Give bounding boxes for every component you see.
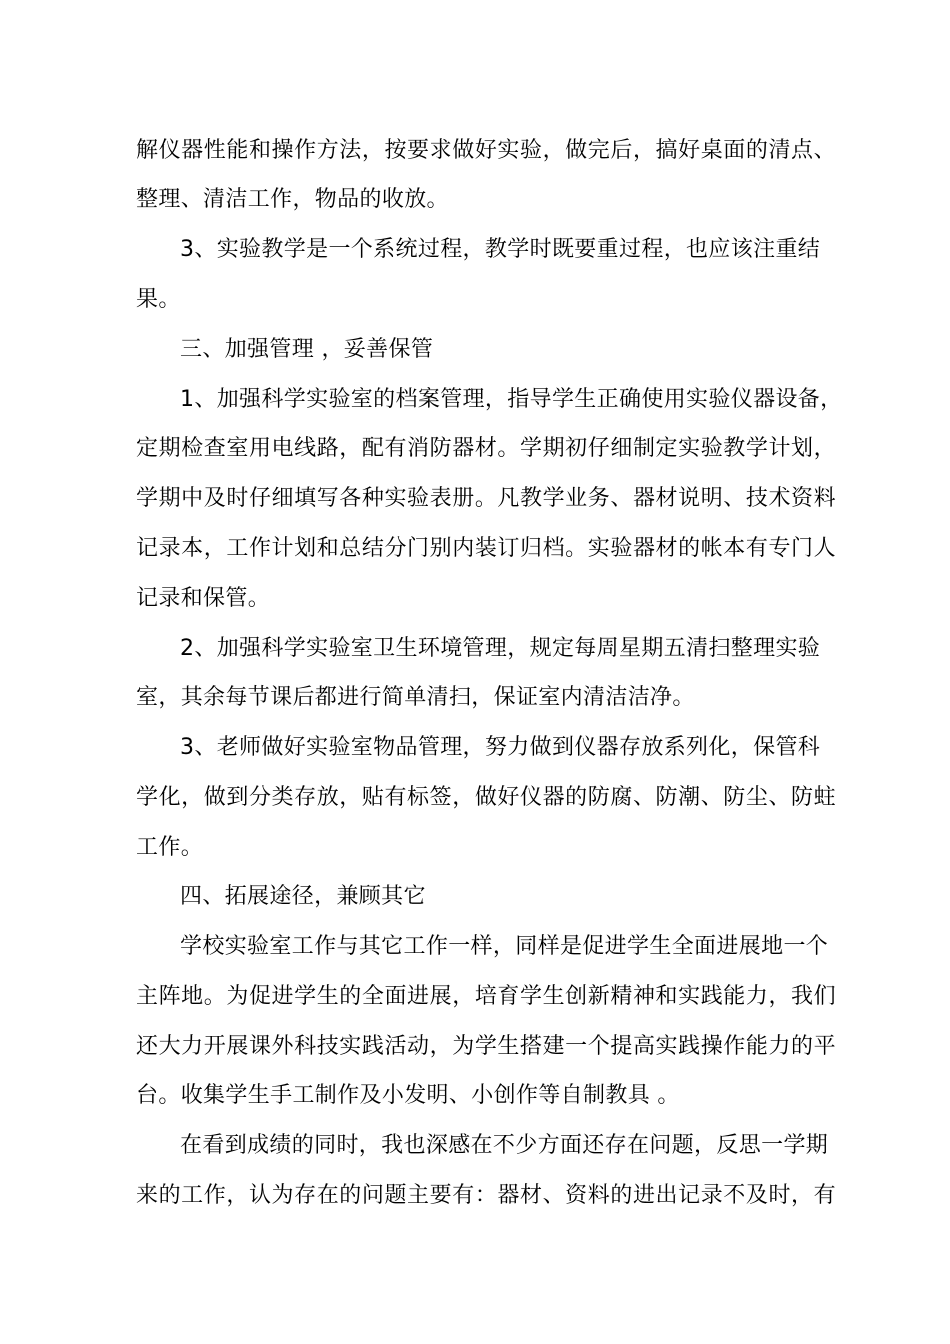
text-line: 工作。 <box>136 835 204 860</box>
text-line: 解仪器性能和操作方法，按要求做好实验，做完后，搞好桌面的清点、 <box>136 138 836 163</box>
text-line: 整理、清洁工作，物品的收放。 <box>136 187 449 212</box>
section-heading: 四、拓展途径，兼顾其它 <box>180 884 426 909</box>
text-line: 3、老师做好实验室物品管理，努力做到仪器存放系列化，保管科 <box>180 735 821 760</box>
text-line: 在看到成绩的同时，我也深感在不少方面还存在问题，反思一学期 <box>180 1133 829 1158</box>
text-line: 果。 <box>136 287 181 312</box>
text-line: 学化，做到分类存放，贴有标签，做好仪器的防腐、防潮、防尘、防蛀 <box>136 785 836 810</box>
text-line: 定期检查室用电线路，配有消防器材。学期初仔细制定实验教学计划， <box>136 436 836 461</box>
text-line: 台。收集学生手工制作及小发明、小创作等自制教具 。 <box>136 1083 680 1108</box>
text-line: 记录和保管。 <box>136 586 271 611</box>
text-line: 学校实验室工作与其它工作一样，同样是促进学生全面进展地一个 <box>180 934 829 959</box>
text-line: 学期中及时仔细填写各种实验表册。凡教学业务、器材说明、技术资料 <box>136 486 836 511</box>
text-line: 还大力开展课外科技实践活动，为学生搭建一个提高实践操作能力的平 <box>136 1034 836 1059</box>
text-line: 1、加强科学实验室的档案管理，指导学生正确使用实验仪器设备， <box>180 387 843 412</box>
text-line: 来的工作，认为存在的问题主要有：器材、资料的进出记录不及时，有 <box>136 1183 836 1208</box>
text-line: 3、实验教学是一个系统过程，教学时既要重过程，也应该注重结 <box>180 237 821 262</box>
section-heading: 三、加强管理 ，妥善保管 <box>180 337 434 362</box>
text-line: 2、加强科学实验室卫生环境管理，规定每周星期五清扫整理实验 <box>180 636 821 661</box>
text-line: 主阵地。为促进学生的全面进展，培育学生创新精神和实践能力，我们 <box>136 984 836 1009</box>
text-line: 室，其余每节课后都进行简单清扫，保证室内清洁洁净。 <box>136 685 695 710</box>
text-line: 记录本，工作计划和总结分门别内装订归档。实验器材的帐本有专门人 <box>136 536 836 561</box>
